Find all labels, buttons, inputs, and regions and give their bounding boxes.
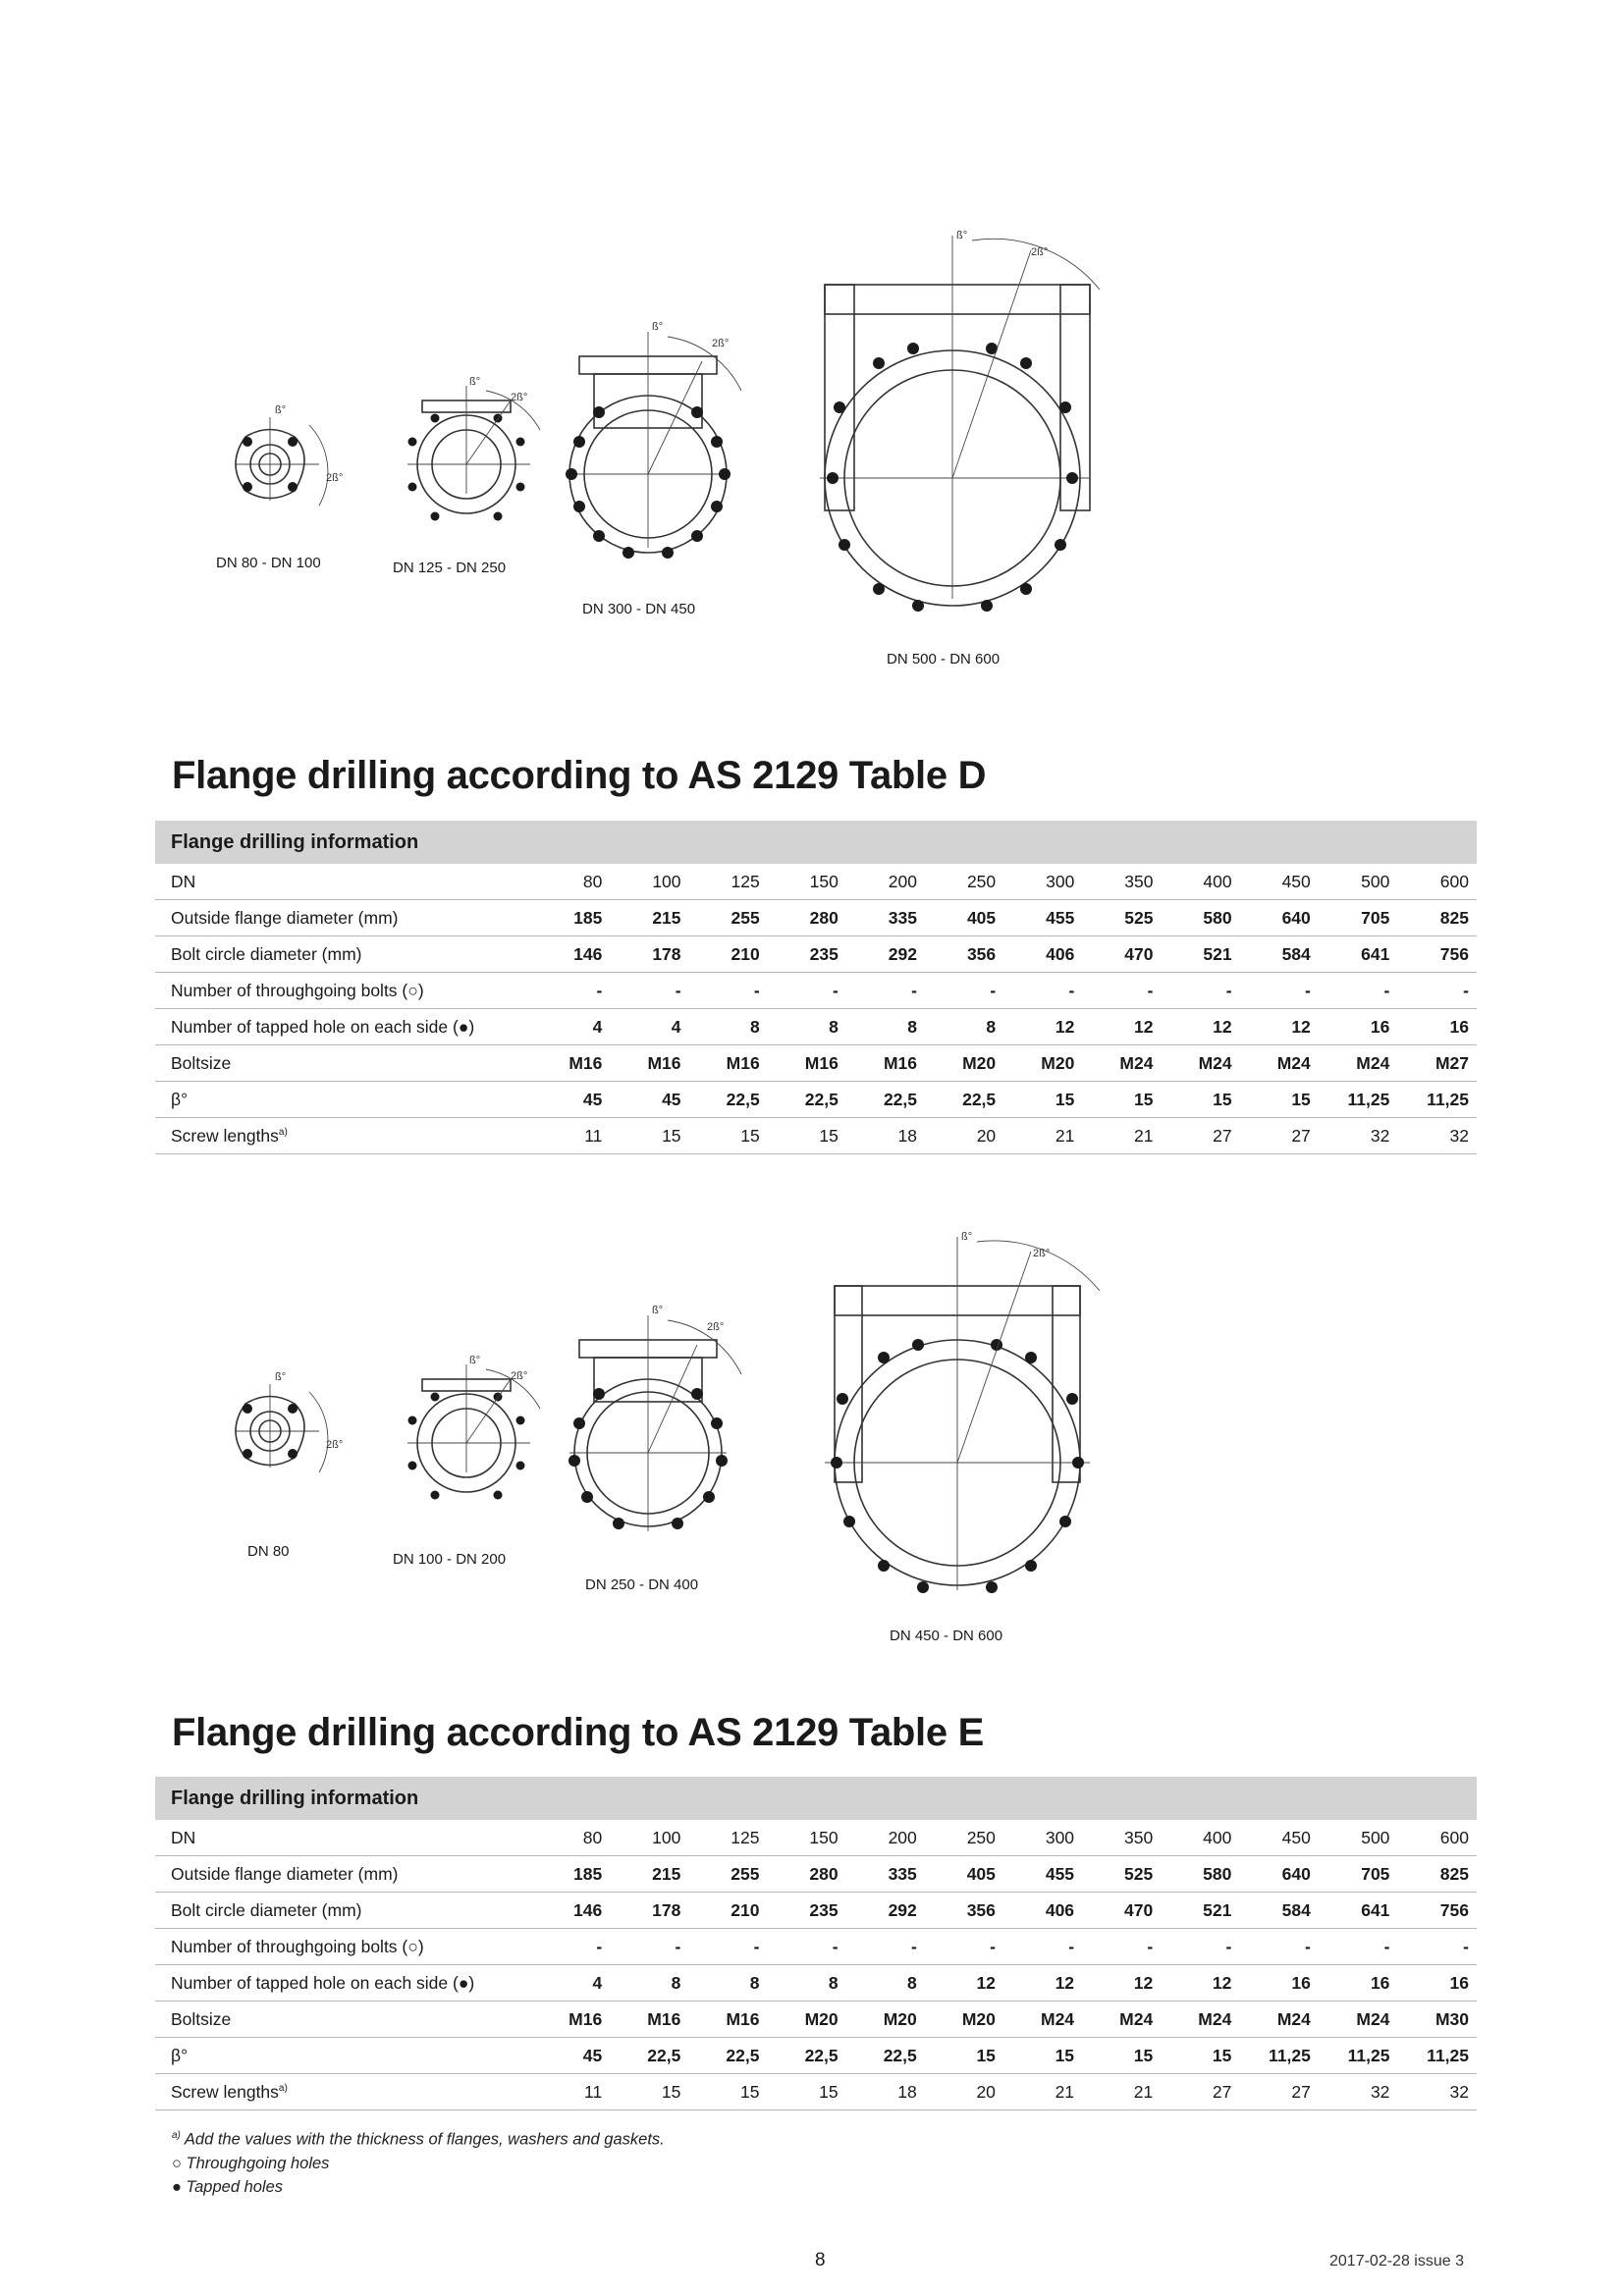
- cell: -: [689, 973, 768, 1009]
- cell: 27: [1161, 1118, 1239, 1154]
- cell: 150: [768, 864, 846, 900]
- cell: 21: [1003, 2074, 1082, 2110]
- diagram-label: DN 450 - DN 600: [890, 1628, 1003, 1644]
- cell: 15: [767, 2074, 845, 2110]
- cell: 215: [610, 1856, 688, 1893]
- cell: 22,5: [689, 1082, 768, 1118]
- cell: 11: [531, 1118, 610, 1154]
- cell: 292: [846, 936, 925, 973]
- cell: 15: [688, 2074, 767, 2110]
- table-row: [155, 1893, 1477, 1929]
- table-row: [155, 1856, 1477, 1893]
- table-row: [155, 2002, 1477, 2038]
- cell: 22,5: [610, 2038, 688, 2074]
- flange-diagram-dn100-dn200: [393, 1350, 550, 1512]
- beta-label: ß°: [469, 376, 481, 388]
- cell: M16: [531, 1045, 610, 1082]
- cell: 255: [689, 900, 768, 936]
- cell: 525: [1082, 900, 1161, 936]
- cell: 22,5: [925, 1082, 1003, 1118]
- cell: 641: [1319, 936, 1398, 973]
- cell: -: [610, 1929, 688, 1965]
- table-row: [155, 973, 1477, 1009]
- cell: 350: [1082, 864, 1161, 900]
- cell: M24: [1082, 1045, 1161, 1082]
- cell: 300: [1003, 864, 1082, 900]
- two-beta-label: 2ß°: [1033, 1248, 1051, 1259]
- cell: 12: [925, 1965, 1003, 2002]
- table-row: [155, 1965, 1477, 2002]
- table-row: [155, 1009, 1477, 1045]
- cell: M20: [925, 2002, 1003, 2038]
- cell: M20: [767, 2002, 845, 2038]
- cell: 705: [1319, 900, 1398, 936]
- diagram-label: DN 250 - DN 400: [585, 1576, 699, 1593]
- cell: 11,25: [1319, 1082, 1398, 1118]
- cell: 8: [846, 1965, 925, 2002]
- cell: 18: [846, 2074, 925, 2110]
- table-e-title: Flange drilling according to AS 2129 Table E: [172, 1711, 984, 1754]
- table-row: [155, 864, 1477, 900]
- cell: 45: [531, 2038, 610, 2074]
- flange-diagram-dn80-dn100: [226, 398, 353, 535]
- cell: 22,5: [846, 2038, 925, 2074]
- cell: 292: [846, 1893, 925, 1929]
- table-e-header: Flange drilling information: [155, 1777, 1477, 1820]
- diagram-label: DN 80 - DN 100: [216, 555, 321, 571]
- cell: M16: [610, 1045, 688, 1082]
- cell: -: [1082, 1929, 1161, 1965]
- flange-diagram-dn80: [226, 1364, 353, 1502]
- cell: 12: [1082, 1009, 1161, 1045]
- row-label-text: Screw lengths: [171, 1125, 279, 1146]
- cell: 235: [768, 936, 846, 973]
- cell: 20: [925, 1118, 1003, 1154]
- cell: M30: [1397, 2002, 1477, 2038]
- table-row: [155, 936, 1477, 973]
- footnote-a: [172, 2124, 665, 2152]
- cell: 125: [689, 864, 768, 900]
- cell: 21: [1003, 1118, 1082, 1154]
- flange-diagram-dn125-dn250: [393, 371, 550, 533]
- cell: M27: [1397, 1045, 1477, 1082]
- cell: 250: [925, 1820, 1003, 1856]
- cell: 406: [1003, 936, 1082, 973]
- cell: 584: [1239, 1893, 1319, 1929]
- cell: 470: [1082, 936, 1161, 973]
- cell: 16: [1397, 1965, 1477, 2002]
- table-row: [155, 1045, 1477, 1082]
- beta-label: ß°: [652, 1305, 664, 1316]
- cell: 27: [1239, 2074, 1319, 2110]
- cell: 405: [925, 900, 1003, 936]
- cell: 406: [1003, 1893, 1082, 1929]
- cell: 356: [925, 1893, 1003, 1929]
- cell: M20: [846, 2002, 925, 2038]
- cell: -: [1397, 1929, 1477, 1965]
- cell: 11: [531, 2074, 610, 2110]
- cell: 15: [1240, 1082, 1319, 1118]
- row-label: Number of tapped hole on each side (●): [155, 1009, 531, 1045]
- table-row: [155, 2074, 1477, 2110]
- cell: 100: [610, 1820, 688, 1856]
- cell: 450: [1239, 1820, 1319, 1856]
- flange-diagram-dn500-dn600: [805, 221, 1110, 623]
- two-beta-label: 2ß°: [511, 1370, 528, 1382]
- cell: 45: [610, 1082, 688, 1118]
- cell: -: [1240, 973, 1319, 1009]
- cell: 15: [925, 2038, 1003, 2074]
- cell: M16: [768, 1045, 846, 1082]
- cell: 705: [1319, 1856, 1398, 1893]
- diagram-label: DN 500 - DN 600: [887, 651, 1001, 667]
- cell: M24: [1003, 2002, 1082, 2038]
- footnote-marker: a): [278, 1126, 288, 1138]
- flange-diagram-dn450-dn600: [805, 1222, 1110, 1605]
- cell: 32: [1319, 2074, 1398, 2110]
- cell: 12: [1082, 1965, 1161, 2002]
- cell: -: [610, 973, 688, 1009]
- cell: 335: [846, 1856, 925, 1893]
- cell: -: [1003, 973, 1082, 1009]
- cell: 11,25: [1397, 1082, 1477, 1118]
- footnote-tapped: ● Tapped holes: [172, 2177, 284, 2196]
- cell: 15: [1082, 1082, 1161, 1118]
- cell: 185: [531, 1856, 610, 1893]
- row-label: [155, 2074, 531, 2110]
- cell: 178: [610, 1893, 688, 1929]
- row-label: [155, 1118, 531, 1154]
- flange-diagram-dn300-dn450: [550, 312, 746, 577]
- row-label: DN: [155, 864, 531, 900]
- cell: 825: [1397, 1856, 1477, 1893]
- cell: 15: [610, 1118, 688, 1154]
- table-row: [155, 2038, 1477, 2074]
- cell: 4: [531, 1009, 610, 1045]
- cell: 80: [531, 864, 610, 900]
- cell: 8: [689, 1009, 768, 1045]
- cell: 16: [1397, 1009, 1477, 1045]
- cell: 11,25: [1239, 2038, 1319, 2074]
- cell: -: [1161, 1929, 1239, 1965]
- cell: 400: [1161, 864, 1239, 900]
- row-label: β°: [155, 1082, 531, 1118]
- cell: 455: [1003, 900, 1082, 936]
- cell: 15: [1003, 2038, 1082, 2074]
- cell: 400: [1161, 1820, 1239, 1856]
- footnote-through: ○ Throughgoing holes: [172, 2154, 330, 2172]
- row-label: Number of tapped hole on each side (●): [155, 1965, 531, 2002]
- footnote-a-text: Add the values with the thickness of flanges, washers and gaskets.: [184, 2130, 665, 2149]
- beta-label: ß°: [275, 404, 287, 416]
- cell: 641: [1319, 1893, 1398, 1929]
- cell: 15: [1161, 2038, 1239, 2074]
- cell: 521: [1161, 1893, 1239, 1929]
- cell: 20: [925, 2074, 1003, 2110]
- cell: -: [767, 1929, 845, 1965]
- cell: 12: [1161, 1009, 1239, 1045]
- cell: 100: [610, 864, 688, 900]
- cell: 580: [1161, 1856, 1239, 1893]
- cell: 455: [1003, 1856, 1082, 1893]
- cell: -: [1319, 973, 1398, 1009]
- cell: 600: [1397, 1820, 1477, 1856]
- cell: 27: [1240, 1118, 1319, 1154]
- table-row: [155, 1820, 1477, 1856]
- cell: 200: [846, 1820, 925, 1856]
- cell: M24: [1319, 2002, 1398, 2038]
- cell: 450: [1240, 864, 1319, 900]
- cell: M24: [1161, 1045, 1239, 1082]
- cell: M24: [1161, 2002, 1239, 2038]
- cell: 280: [767, 1856, 845, 1893]
- cell: 210: [688, 1893, 767, 1929]
- two-beta-label: 2ß°: [326, 472, 344, 484]
- row-label: Boltsize: [155, 1045, 531, 1082]
- cell: 335: [846, 900, 925, 936]
- cell: -: [531, 973, 610, 1009]
- cell: 12: [1240, 1009, 1319, 1045]
- row-label-text: Screw lengths: [171, 2081, 279, 2102]
- cell: 12: [1003, 1009, 1082, 1045]
- cell: 16: [1239, 1965, 1319, 2002]
- footnote-marker: a): [172, 2130, 181, 2141]
- cell: 500: [1319, 1820, 1398, 1856]
- cell: 4: [531, 1965, 610, 2002]
- two-beta-label: 2ß°: [707, 1321, 725, 1333]
- row-label: Number of throughgoing bolts (○): [155, 973, 531, 1009]
- beta-label: ß°: [275, 1371, 287, 1383]
- cell: 200: [846, 864, 925, 900]
- cell: M24: [1082, 2002, 1161, 2038]
- cell: -: [925, 973, 1003, 1009]
- table-d: [155, 821, 1477, 1154]
- cell: 45: [531, 1082, 610, 1118]
- table-row: [155, 1929, 1477, 1965]
- beta-label: ß°: [652, 321, 664, 333]
- cell: 32: [1397, 2074, 1477, 2110]
- cell: 640: [1240, 900, 1319, 936]
- cell: -: [1003, 1929, 1082, 1965]
- cell: -: [768, 973, 846, 1009]
- cell: 756: [1397, 1893, 1477, 1929]
- cell: 18: [846, 1118, 925, 1154]
- cell: M20: [1003, 1045, 1082, 1082]
- cell: 356: [925, 936, 1003, 973]
- cell: M16: [688, 2002, 767, 2038]
- issue-date: 2017-02-28 issue 3: [1329, 2253, 1464, 2269]
- cell: -: [531, 1929, 610, 1965]
- row-label: Number of throughgoing bolts (○): [155, 1929, 531, 1965]
- cell: M24: [1319, 1045, 1398, 1082]
- two-beta-label: 2ß°: [712, 338, 730, 349]
- cell: 600: [1397, 864, 1477, 900]
- cell: 8: [925, 1009, 1003, 1045]
- cell: M24: [1239, 2002, 1319, 2038]
- diagram-label: DN 80: [247, 1543, 290, 1560]
- table-d-title: Flange drilling according to AS 2129 Table D: [172, 754, 987, 797]
- cell: 27: [1161, 2074, 1239, 2110]
- cell: 16: [1319, 1009, 1398, 1045]
- cell: M16: [610, 2002, 688, 2038]
- cell: -: [1082, 973, 1161, 1009]
- table-e: [155, 1777, 1477, 2110]
- cell: 210: [689, 936, 768, 973]
- cell: 12: [1003, 1965, 1082, 2002]
- cell: 16: [1319, 1965, 1398, 2002]
- cell: 300: [1003, 1820, 1082, 1856]
- row-label: β°: [155, 2038, 531, 2074]
- cell: -: [846, 1929, 925, 1965]
- cell: M20: [925, 1045, 1003, 1082]
- cell: M16: [689, 1045, 768, 1082]
- cell: 125: [688, 1820, 767, 1856]
- flange-diagram-dn250-dn400: [550, 1296, 746, 1561]
- cell: 500: [1319, 864, 1398, 900]
- row-label: Outside flange diameter (mm): [155, 900, 531, 936]
- two-beta-label: 2ß°: [1031, 246, 1049, 258]
- row-label: Bolt circle diameter (mm): [155, 1893, 531, 1929]
- cell: M24: [1240, 1045, 1319, 1082]
- diagram-label: DN 100 - DN 200: [393, 1551, 507, 1568]
- cell: 640: [1239, 1856, 1319, 1893]
- row-label: Boltsize: [155, 2002, 531, 2038]
- table-row: [155, 1118, 1477, 1154]
- cell: -: [1239, 1929, 1319, 1965]
- cell: 8: [846, 1009, 925, 1045]
- cell: 250: [925, 864, 1003, 900]
- cell: 22,5: [767, 2038, 845, 2074]
- cell: -: [1319, 1929, 1398, 1965]
- cell: 584: [1240, 936, 1319, 973]
- cell: 12: [1161, 1965, 1239, 2002]
- cell: 405: [925, 1856, 1003, 1893]
- cell: 185: [531, 900, 610, 936]
- cell: 521: [1161, 936, 1239, 973]
- cell: 22,5: [688, 2038, 767, 2074]
- two-beta-label: 2ß°: [511, 392, 528, 403]
- cell: 350: [1082, 1820, 1161, 1856]
- table-d-header: Flange drilling information: [155, 821, 1477, 864]
- beta-label: ß°: [961, 1231, 973, 1243]
- cell: 8: [610, 1965, 688, 2002]
- cell: 825: [1397, 900, 1477, 936]
- cell: 8: [767, 1965, 845, 2002]
- cell: 15: [610, 2074, 688, 2110]
- cell: 22,5: [846, 1082, 925, 1118]
- beta-label: ß°: [956, 230, 968, 241]
- row-label: Outside flange diameter (mm): [155, 1856, 531, 1893]
- cell: 21: [1082, 2074, 1161, 2110]
- cell: -: [688, 1929, 767, 1965]
- row-label: Bolt circle diameter (mm): [155, 936, 531, 973]
- cell: -: [1161, 973, 1239, 1009]
- cell: 8: [688, 1965, 767, 2002]
- cell: 11,25: [1319, 2038, 1398, 2074]
- footnotes: [172, 2124, 665, 2199]
- page-number: 8: [815, 2250, 826, 2270]
- cell: 150: [767, 1820, 845, 1856]
- cell: 80: [531, 1820, 610, 1856]
- cell: M16: [531, 2002, 610, 2038]
- beta-label: ß°: [469, 1355, 481, 1366]
- cell: M16: [846, 1045, 925, 1082]
- cell: 178: [610, 936, 688, 973]
- cell: 146: [531, 1893, 610, 1929]
- cell: 15: [768, 1118, 846, 1154]
- cell: 8: [768, 1009, 846, 1045]
- diagram-label: DN 300 - DN 450: [582, 601, 696, 617]
- diagram-label: DN 125 - DN 250: [393, 560, 507, 576]
- table-row: [155, 900, 1477, 936]
- cell: -: [925, 1929, 1003, 1965]
- cell: 22,5: [768, 1082, 846, 1118]
- cell: 11,25: [1397, 2038, 1477, 2074]
- footnote-marker: a): [278, 2082, 288, 2094]
- table-row: [155, 1082, 1477, 1118]
- cell: 756: [1397, 936, 1477, 973]
- two-beta-label: 2ß°: [326, 1439, 344, 1451]
- cell: 215: [610, 900, 688, 936]
- cell: 32: [1397, 1118, 1477, 1154]
- cell: 15: [1003, 1082, 1082, 1118]
- cell: 32: [1319, 1118, 1398, 1154]
- cell: 580: [1161, 900, 1239, 936]
- cell: -: [846, 973, 925, 1009]
- cell: 235: [767, 1893, 845, 1929]
- cell: 15: [689, 1118, 768, 1154]
- cell: 255: [688, 1856, 767, 1893]
- cell: 15: [1161, 1082, 1239, 1118]
- cell: 4: [610, 1009, 688, 1045]
- cell: 21: [1082, 1118, 1161, 1154]
- cell: -: [1397, 973, 1477, 1009]
- cell: 525: [1082, 1856, 1161, 1893]
- cell: 280: [768, 900, 846, 936]
- cell: 15: [1082, 2038, 1161, 2074]
- row-label: DN: [155, 1820, 531, 1856]
- cell: 146: [531, 936, 610, 973]
- cell: 470: [1082, 1893, 1161, 1929]
